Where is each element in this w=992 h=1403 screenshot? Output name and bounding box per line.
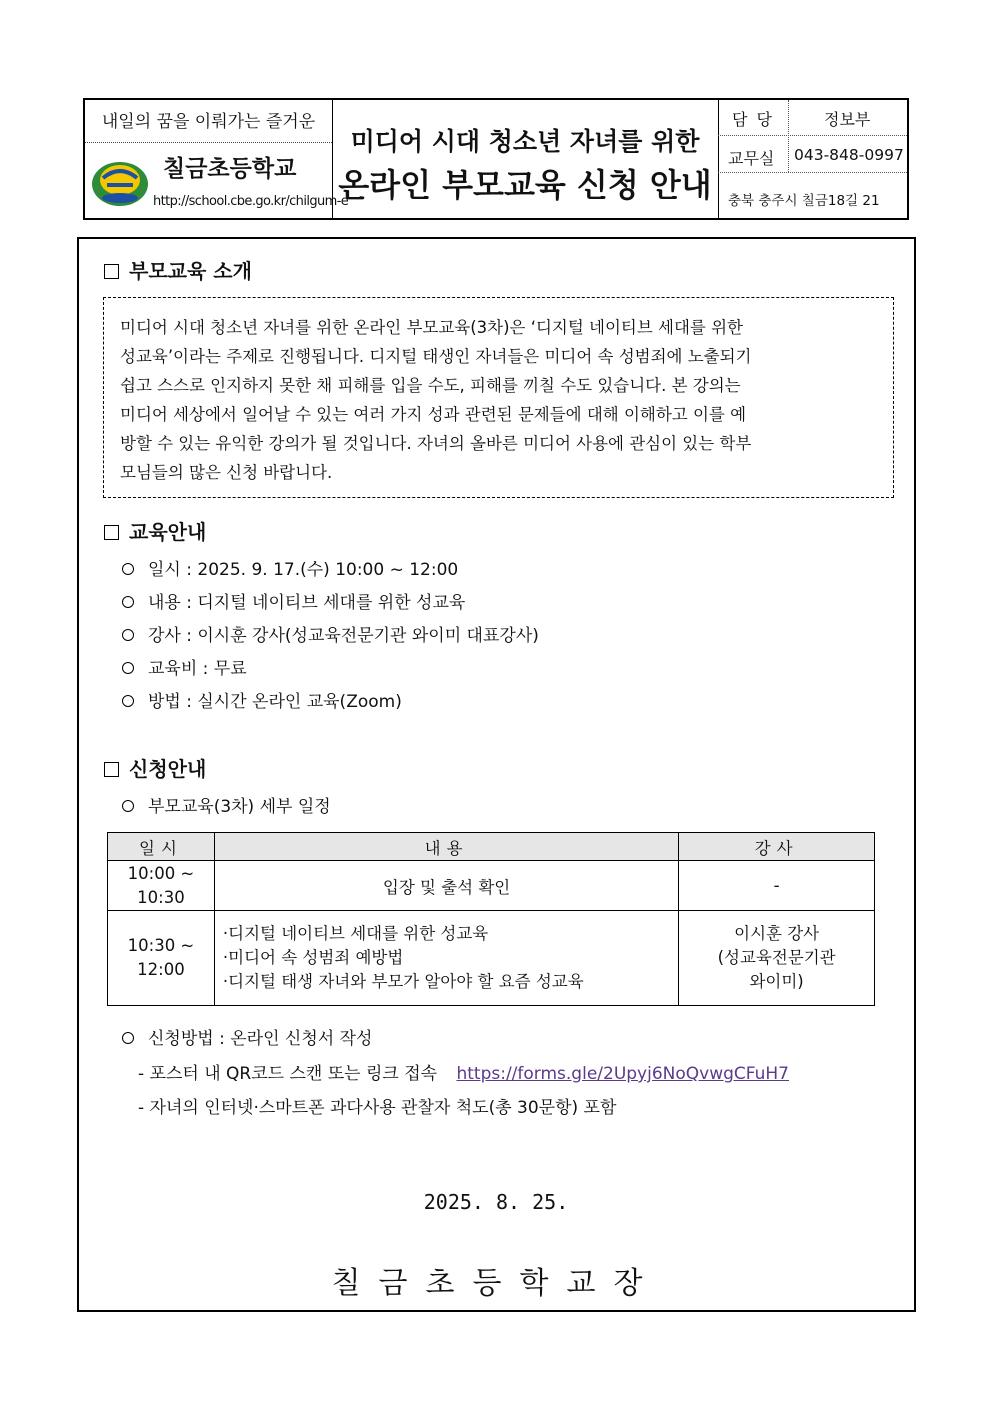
divider: [718, 135, 907, 136]
table-row: [108, 911, 875, 1006]
application-form-link[interactable]: https://forms.gle/2Upyj6NoQvwgCFuH7: [456, 1064, 789, 1084]
circle-bullet-icon: [122, 563, 134, 575]
checkbox-square-icon: [104, 762, 119, 777]
circle-bullet-icon: [122, 695, 134, 707]
education-item-text: 내용 : 디지털 네이티브 세대를 위한 성교육: [148, 593, 466, 613]
section-education-title: [104, 516, 206, 545]
intro-line-1: 미디어 시대 청소년 자녀를 위한 온라인 부모교육(3차)은 ‘디지털 네이티브 세대를 위한: [120, 318, 743, 337]
school-info-block: [85, 100, 349, 218]
method-line-1-text: - 포스터 내 QR코드 스캔 또는 링크 접속: [138, 1064, 438, 1084]
section-application-title: [104, 753, 206, 782]
education-item-text: 일시 : 2025. 9. 17.(수) 10:00 ~ 12:00: [148, 560, 459, 580]
intro-line-3: 쉽고 스스로 인지하지 못한 채 피해를 입을 수도, 피해를 끼칠 수도 있습니다. 본 강의는: [120, 376, 741, 395]
divider: [788, 100, 789, 172]
content-line: ·디지털 태생 자녀와 부모가 알아야 할 요즘 성교육: [222, 972, 584, 991]
table-cell-instructor: [679, 911, 875, 1006]
circle-bullet-icon: [122, 596, 134, 608]
education-item-fee: [122, 654, 247, 679]
school-slogan: 내일의 꿈을 이뤄가는 즐거운: [101, 112, 316, 132]
education-item-text: 교육비 : 무료: [148, 659, 247, 679]
content-line: ·미디어 속 성범죄 예방법: [222, 948, 404, 967]
circle-bullet-icon: [122, 629, 134, 641]
schedule-label-text: 부모교육(3차) 세부 일정: [148, 797, 331, 817]
content-line: ·디지털 네이티브 세대를 위한 성교육: [222, 924, 489, 943]
method-label: [122, 1024, 372, 1049]
table-cell-content: [214, 911, 678, 1006]
contact-block: [718, 100, 907, 218]
principal-signature: 칠금초등학교장: [331, 1266, 661, 1301]
time-start: 10:30 ~: [127, 936, 195, 955]
education-item-method: [122, 687, 402, 712]
school-address: 충북 충주시 칠금18길 21: [728, 193, 880, 209]
section-intro-label: 부모교육 소개: [129, 259, 252, 283]
checkbox-square-icon: [104, 264, 119, 279]
title-line-2: 온라인 부모교육 신청 안내: [338, 166, 712, 204]
table-header-content: 내용: [214, 833, 678, 861]
office-phone: 043-848-0997: [794, 146, 904, 164]
divider: [85, 142, 332, 143]
education-item-instructor: [122, 621, 539, 646]
intro-line-4: 미디어 세상에서 일어날 수 있는 여러 가지 성과 관련된 문제들에 대해 이해하고 이를 예: [120, 405, 747, 424]
title-block: [332, 100, 719, 218]
checkbox-square-icon: [104, 525, 119, 540]
instructor-line: 와이미): [749, 972, 804, 991]
table-header-row: [108, 833, 875, 861]
education-item-date: [122, 555, 458, 580]
school-name: 칠금초등학교: [163, 156, 297, 182]
table-row: [108, 861, 875, 911]
table-cell-content: 입장 및 출석 확인: [214, 861, 678, 911]
school-logo-icon: [91, 152, 149, 210]
table-cell-time: [108, 861, 215, 911]
schedule-table: [107, 832, 875, 1006]
table-header-instructor: 강사: [679, 833, 875, 861]
schedule-label: [122, 792, 331, 817]
document-header: [83, 98, 909, 220]
dept-value: 정보부: [824, 110, 871, 129]
instructor-line: 이시훈 강사: [734, 924, 820, 943]
office-label: 교무실: [728, 149, 775, 168]
divider: [718, 172, 907, 173]
table-cell-time: [108, 911, 215, 1006]
circle-bullet-icon: [122, 800, 134, 812]
circle-bullet-icon: [122, 1032, 134, 1044]
education-item-content: [122, 588, 465, 613]
school-url-link[interactable]: http://school.cbe.go.kr/chilgum-e: [153, 194, 349, 209]
intro-line-6: 모님들의 많은 신청 바랍니다.: [120, 463, 333, 482]
section-intro-title: [104, 255, 252, 284]
education-item-text: 방법 : 실시간 온라인 교육(Zoom): [148, 692, 402, 712]
dept-label: 담 당: [732, 110, 774, 129]
table-cell-instructor: -: [679, 861, 875, 911]
time-start: 10:00 ~: [127, 863, 195, 883]
intro-line-2: 성교육’이라는 주제로 진행됩니다. 디지털 태생인 자녀들은 미디어 속 성범죄에 노출되기: [120, 347, 752, 366]
method-label-text: 신청방법 : 온라인 신청서 작성: [148, 1029, 373, 1049]
time-end: 12:00: [137, 960, 185, 979]
document-date: 2025. 8. 25.: [423, 1190, 569, 1214]
title-line-1: 미디어 시대 청소년 자녀를 위한: [350, 127, 700, 156]
education-item-text: 강사 : 이시훈 강사(성교육전문기관 와이미 대표강사): [148, 626, 539, 646]
section-education-label: 교육안내: [129, 520, 207, 544]
intro-line-5: 방할 수 있는 유익한 강의가 될 것입니다. 자녀의 올바른 미디어 사용에 관심이 있는 학부: [120, 434, 752, 453]
instructor-line: (성교육전문기관: [717, 948, 836, 967]
method-line-1: [138, 1059, 789, 1084]
circle-bullet-icon: [122, 662, 134, 674]
table-header-time: 일시: [108, 833, 215, 861]
section-application-label: 신청안내: [129, 757, 207, 781]
time-end: 10:30: [137, 887, 185, 907]
method-line-2: - 자녀의 인터넷·스마트폰 과다사용 관찰자 척도(총 30문항) 포함: [138, 1098, 617, 1118]
